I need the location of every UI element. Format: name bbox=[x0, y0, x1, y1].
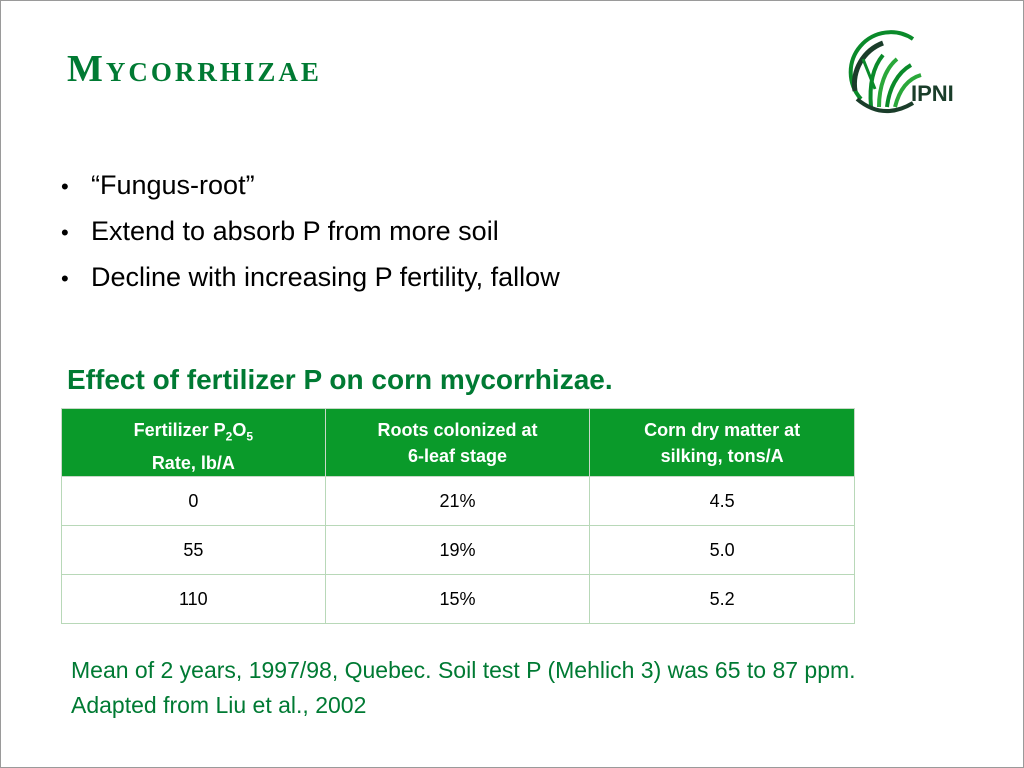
bullet-dot: • bbox=[61, 174, 69, 199]
bullet-list bbox=[61, 163, 560, 301]
header-text: O bbox=[232, 420, 247, 440]
bullet-text: Decline with increasing P fertility, fallow bbox=[91, 262, 560, 292]
header-subscript: 2 bbox=[225, 429, 233, 444]
table-cell: 5.2 bbox=[590, 575, 855, 624]
header-text: 6-leaf stage bbox=[407, 446, 508, 466]
table-cell: 4.5 bbox=[590, 477, 855, 526]
slide-title: Mycorrhizae bbox=[67, 48, 322, 90]
header-fertilizer-rate bbox=[62, 409, 326, 477]
bullet-item bbox=[61, 209, 560, 255]
header-text: silking, tons/A bbox=[660, 446, 784, 466]
table-cell: 110 bbox=[62, 575, 326, 624]
bullet-item bbox=[61, 163, 560, 209]
header-text: Fertilizer P bbox=[133, 420, 226, 440]
bullet-dot: • bbox=[61, 266, 69, 291]
table-cell: 0 bbox=[62, 477, 326, 526]
table-cell: 21% bbox=[325, 477, 590, 526]
header-text: Corn dry matter at bbox=[644, 420, 801, 440]
table-cell: 55 bbox=[62, 526, 326, 575]
table-row bbox=[62, 477, 855, 526]
table-row bbox=[62, 575, 855, 624]
header-corn-dry-matter bbox=[590, 409, 855, 477]
data-table bbox=[61, 408, 855, 624]
header-text: Roots colonized at bbox=[377, 420, 538, 440]
header-roots-colonized bbox=[325, 409, 590, 477]
table-cell: 15% bbox=[325, 575, 590, 624]
header-subscript: 5 bbox=[246, 429, 254, 444]
logo-text: IPNI bbox=[911, 81, 954, 106]
table-caption: Effect of fertilizer P on corn mycorrhizae. bbox=[67, 364, 613, 395]
bullet-text: “Fungus-root” bbox=[91, 170, 255, 200]
header-text: Rate, lb/A bbox=[151, 452, 235, 473]
bullet-text: Extend to absorb P from more soil bbox=[91, 216, 499, 246]
table-row bbox=[62, 526, 855, 575]
bullet-dot: • bbox=[61, 220, 69, 245]
bullet-item bbox=[61, 255, 560, 301]
source-footnote: Mean of 2 years, 1997/98, Quebec. Soil test P (Mehlich 3) was 65 to 87 ppm. Adapted from Liu et al., 2002 bbox=[71, 657, 856, 718]
table-cell: 5.0 bbox=[590, 526, 855, 575]
table-cell: 19% bbox=[325, 526, 590, 575]
table-header-row bbox=[62, 409, 855, 477]
